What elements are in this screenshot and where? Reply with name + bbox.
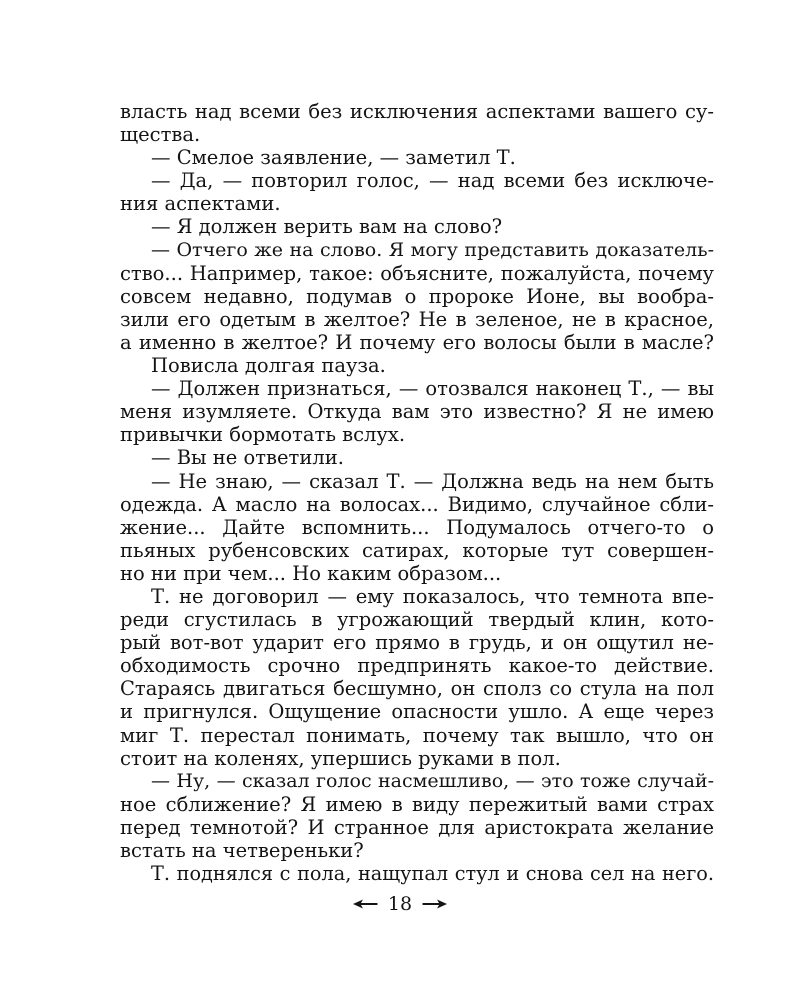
- page-footer: [0, 890, 800, 916]
- text-line: жение... Дайте вспомнить... Подумалось отчего-то о: [120, 515, 714, 539]
- text-line: Т. поднялся с пола, нащупал стул и снова сел на него.: [151, 862, 714, 886]
- text-line: власть над всеми без исключения аспектами вашего су-: [120, 100, 714, 123]
- text-line: Т. не договорил — ему показалось, что темнота впе-: [151, 584, 714, 608]
- text-line: — Отчего же на слово. Я могу представить доказатель-: [151, 238, 714, 261]
- text-line: меня изумляете. Откуда вам это известно? Я не имею: [120, 400, 714, 424]
- text-line: ство... Например, такое: объясните, пожалуйста, почему: [120, 261, 714, 285]
- body-text: [120, 100, 714, 885]
- text-line: щества.: [120, 123, 201, 147]
- text-line: — Ну, — сказал голос насмешливо, — это тоже случай-: [151, 769, 714, 792]
- text-line: привычки бормотать вслух.: [120, 423, 406, 447]
- text-line: — Да, — повторил голос, — над всеми без исключе-: [151, 169, 714, 193]
- text-line: встать на четвереньки?: [120, 839, 364, 862]
- text-line: реди сгустилась в угрожающий твердый клин, кото-: [120, 608, 714, 632]
- text-line: ное сближение? Я имею в виду пережитый вами страх: [120, 792, 714, 816]
- text-line: — Я должен верить вам на слово?: [151, 215, 503, 239]
- text-line: ния аспектами.: [120, 192, 281, 216]
- arrow-ornament-left-icon: [353, 898, 379, 910]
- text-line: — Смелое заявление, — заметил Т.: [151, 146, 516, 170]
- arrow-ornament-right-icon: [421, 898, 447, 910]
- text-line: одежда. А масло на волосах... Видимо, случайное сбли-: [120, 492, 714, 516]
- text-line: но ни при чем... Но каким образом...: [120, 561, 502, 585]
- text-line: пьяных рубенсовских сатирах, которые тут совершен-: [120, 538, 714, 562]
- text-line: рый вот-вот ударит его прямо в грудь, и он ощутил не-: [120, 631, 714, 655]
- text-line: — Должен признаться, — отозвался наконец Т., — вы: [151, 377, 714, 401]
- text-line: совсем недавно, подумав о пророке Ионе, вы вообра-: [120, 284, 714, 308]
- page-number: 18: [387, 893, 413, 915]
- text-line: — Вы не ответили.: [151, 446, 344, 470]
- text-line: и пригнулся. Ощущение опасности ушло. А еще через: [120, 700, 714, 724]
- text-line: — Не знаю, — сказал Т. — Должна ведь на нем быть: [151, 469, 714, 493]
- text-line: миг Т. перестал понимать, почему так вышло, что он: [120, 723, 714, 747]
- text-line: а именно в желтое? И почему его волосы были в масле?: [120, 330, 714, 354]
- text-line: Повисла долгая пауза.: [151, 354, 386, 378]
- text-line: зили его одетым в желтое? Не в зеленое, не в красное,: [120, 307, 714, 331]
- text-line: перед темнотой? И странное для аристократа желание: [120, 815, 714, 839]
- text-line: стоит на коленях, упершись руками в пол.: [120, 746, 561, 770]
- text-line: Стараясь двигаться бесшумно, он сполз со стула на пол: [120, 677, 714, 701]
- text-line: обходимость срочно предпринять какое-то действие.: [120, 654, 714, 678]
